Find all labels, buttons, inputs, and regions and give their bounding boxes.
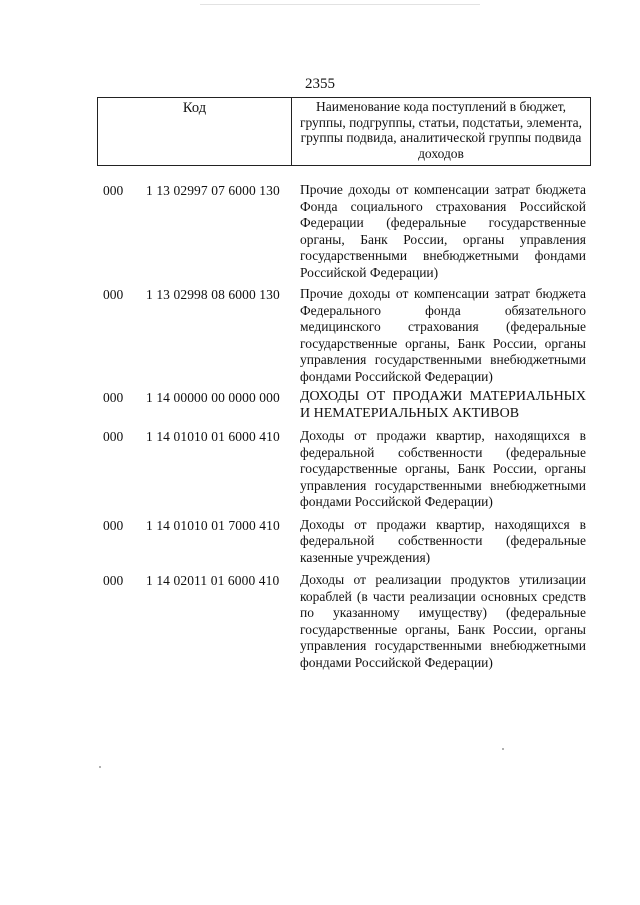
revenue-name: Доходы от реализации продуктов утилизации кораблей (в части реализации основных средств по указанному имуществу) (федеральные государственные органы, Банк России, органы управления государственными внебюджетными фондами Российской Федерации) [300, 572, 586, 670]
scan-speck [502, 748, 504, 750]
revenue-name: ДОХОДЫ ОТ ПРОДАЖИ МАТЕРИАЛЬНЫХ И НЕМАТЕРИАЛЬНЫХ АКТИВОВ [300, 389, 586, 421]
revenue-code: 1 14 02011 01 6000 410 [146, 573, 280, 588]
revenue-code: 1 13 02997 07 6000 130 [146, 183, 280, 198]
header-code-cell: Код [98, 98, 292, 165]
revenue-name: Доходы от продажи квартир, находящихся в федеральной собственности (федеральные государственные органы, Банк России, органы управления государственными внебюджетными фондами Российской Федерации) [300, 428, 586, 509]
table-row [0, 517, 640, 567]
revenue-code: 1 13 02998 08 6000 130 [146, 287, 280, 302]
table-header [97, 97, 591, 166]
table-row [0, 182, 640, 281]
page-number: 2355 [305, 76, 335, 92]
table-row [0, 428, 640, 511]
admin-code: 000 [103, 183, 124, 198]
scan-edge-line [200, 4, 480, 5]
scan-speck [99, 766, 101, 768]
revenue-name: Прочие доходы от компенсации затрат бюджета Фонда социального страхования Российской Федерации (федеральные государственные органы, Банк России, органы управления государственными внебюджетными фондами Российской Федерации) [300, 182, 586, 280]
table-row [0, 389, 640, 422]
table-body [0, 182, 640, 671]
revenue-code: 1 14 00000 00 0000 000 [146, 390, 280, 405]
admin-code: 000 [103, 429, 124, 444]
admin-code: 000 [103, 287, 124, 302]
revenue-code: 1 14 01010 01 7000 410 [146, 517, 280, 533]
revenue-name: Прочие доходы от компенсации затрат бюджета Федерального фонда обязательного медицинского страхования (федеральные государственные органы, Банк России, органы управления государственными внебюджетными фондами Российской Федерации) [300, 286, 586, 384]
table-row [0, 286, 640, 385]
admin-code: 000 [103, 517, 124, 533]
admin-code: 000 [103, 573, 124, 588]
admin-code: 000 [103, 390, 124, 405]
revenue-name: Доходы от продажи квартир, находящихся в федеральной собственности (федеральные казенные учреждения) [300, 516, 586, 565]
revenue-code: 1 14 01010 01 6000 410 [146, 429, 280, 444]
table-row [0, 572, 640, 671]
header-name-cell: Наименование кода поступлений в бюджет, группы, подгруппы, статьи, подстатьи, элемента, группы подвида, аналитической группы подвида доходов [299, 99, 583, 161]
